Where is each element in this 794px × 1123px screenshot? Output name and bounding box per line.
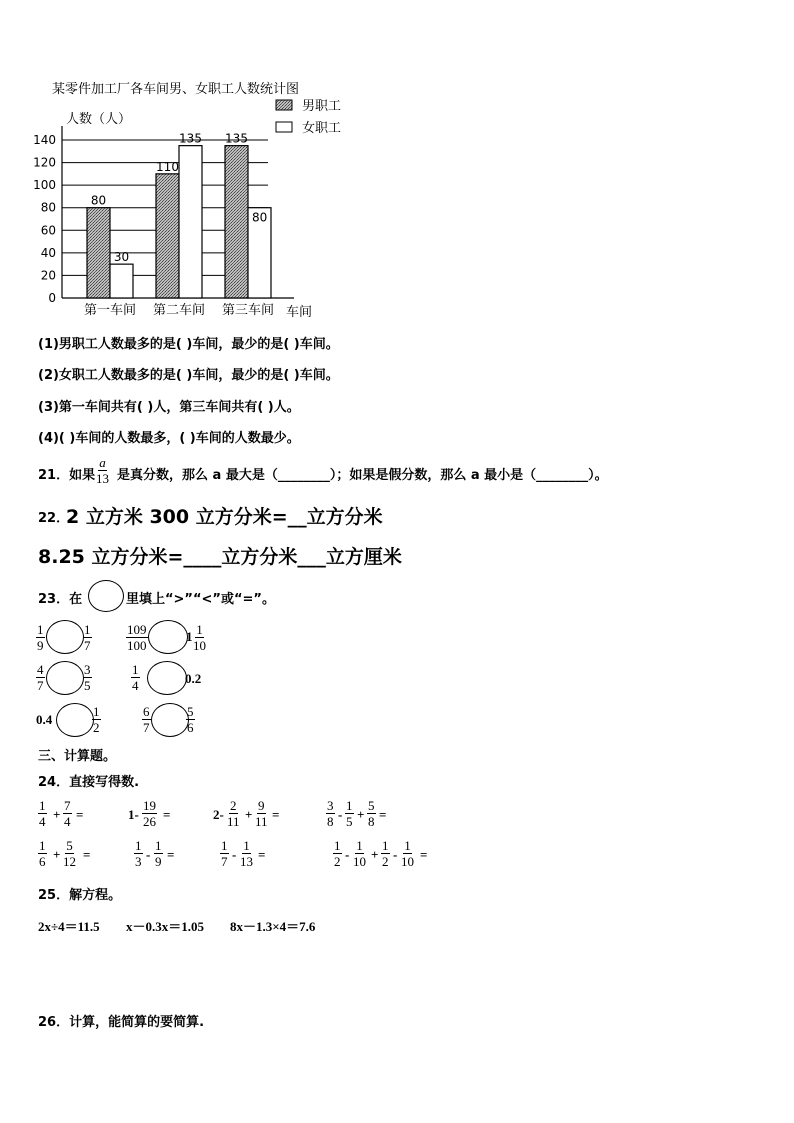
q24-i4: $\frac{1}{10}$ — [401, 838, 414, 869]
q24-eq: = — [167, 847, 175, 862]
data-label: 110 — [156, 159, 179, 174]
q24-d2: $\frac{1}{5}$ — [346, 798, 353, 829]
q25-equation-3: 8x－1.3×4＝7.6 — [230, 919, 316, 934]
q20-part1: (1)男职工人数最多的是( )车间，最少的是( )车间。 — [38, 337, 339, 352]
q23-item2-left: $\frac{109}{100}$ — [127, 622, 147, 653]
y-tick-label: 20 — [40, 268, 56, 283]
q24-eq: = — [163, 807, 171, 822]
q24-b1: $\frac{19}{26}$ — [143, 798, 156, 829]
q23-item1-circle[interactable] — [46, 620, 84, 654]
category-label: 第二车间 — [152, 303, 206, 318]
bar-女职工 — [110, 264, 133, 298]
bar-chart — [30, 78, 360, 328]
q24-h2: $\frac{1}{13}$ — [240, 838, 253, 869]
data-label: 135 — [225, 131, 248, 146]
bar-男职工 — [225, 146, 248, 298]
q24-g2: $\frac{1}{9}$ — [155, 838, 162, 869]
data-label: 80 — [252, 210, 268, 225]
y-tick-label: 100 — [33, 178, 56, 193]
q24-minus: - — [393, 847, 398, 862]
q24-title: 24．直接写得数. — [38, 775, 140, 790]
q22-number: 22． — [38, 511, 70, 526]
q23-item2-right-whole: 1 — [186, 629, 193, 644]
y-tick-label: 120 — [33, 155, 56, 170]
y-tick-label: 60 — [40, 223, 56, 238]
q24-i1: $\frac{1}{2}$ — [334, 838, 341, 869]
legend-swatch — [276, 100, 292, 110]
q24-a1: $\frac{1}{4}$ — [39, 798, 46, 829]
bar-男职工 — [87, 208, 110, 298]
q23-item6-circle[interactable] — [151, 703, 189, 737]
section-3-heading: 三、计算题。 — [38, 749, 117, 764]
q26-title: 26．计算，能简算的要简算. — [38, 1015, 205, 1030]
legend-label: 男职工 — [302, 99, 342, 114]
q24-e1: $\frac{1}{6}$ — [39, 838, 46, 869]
data-label: 30 — [113, 250, 130, 265]
y-tick-label: 0 — [48, 291, 56, 305]
q23-item5-left: 0.4 — [36, 712, 53, 727]
q24-h1: $\frac{1}{7}$ — [221, 838, 228, 869]
data-label: 135 — [179, 131, 202, 146]
q23-item4-circle[interactable] — [147, 661, 187, 695]
q23-item5-circle[interactable] — [56, 703, 94, 737]
q20-part3: (3)第一车间共有( )人，第三车间共有( )人。 — [38, 400, 300, 415]
q23-item6-left: $\frac{6}{7}$ — [143, 704, 150, 735]
q25-equation-1: 2x÷4＝11.5 — [38, 919, 100, 934]
category-label: 第三车间 — [221, 303, 275, 318]
q24-minus: - — [345, 847, 350, 862]
q21-fraction: $\frac{a}{13}$ — [96, 455, 109, 486]
q24-eq: = — [379, 807, 387, 822]
q25-equation-2: x－0.3x＝1.05 — [126, 919, 205, 934]
q24-g1: $\frac{1}{3}$ — [135, 838, 142, 869]
q22-line2: 8.25 立方分米=____立方分米___立方厘米 — [38, 546, 402, 568]
q25-title: 25．解方程。 — [38, 888, 122, 903]
q23-item4-left: $\frac{1}{4}$ — [132, 662, 139, 693]
q23-number: 23．在 — [38, 592, 83, 607]
q24-b-one-minus: 1- — [128, 807, 139, 822]
q24-eq: = — [258, 847, 266, 862]
q20-part2: (2)女职工人数最多的是( )车间，最少的是( )车间。 — [38, 368, 339, 383]
q23-text: 里填上“>”“<”或“=”。 — [126, 592, 275, 607]
q23-item4-right: 0.2 — [185, 671, 202, 686]
q24-d1: $\frac{3}{8}$ — [327, 798, 334, 829]
data-label: 80 — [90, 193, 107, 208]
legend-label: 女职工 — [302, 121, 342, 136]
y-tick-label: 80 — [40, 200, 56, 215]
q24-minus: - — [338, 807, 343, 822]
q24-minus: - — [146, 847, 151, 862]
q23-item6-right: $\frac{5}{6}$ — [187, 704, 194, 735]
q23-item3-circle[interactable] — [46, 661, 84, 695]
q24-eq: = — [83, 847, 91, 862]
q23-item1-right: $\frac{1}{7}$ — [84, 622, 91, 653]
q24-plus: + — [53, 807, 61, 822]
q24-plus: + — [245, 807, 253, 822]
q21-text: 是真分数，那么 a 最大是（________）；如果是假分数，那么 a 最小是（________）。 — [117, 468, 608, 483]
q20-part4: (4)( )车间的人数最多，( )车间的人数最少。 — [38, 431, 300, 446]
q24-eq: = — [76, 807, 84, 822]
q24-minus: - — [232, 847, 237, 862]
q24-c1: $\frac{2}{11}$ — [227, 798, 240, 829]
q24-c-two-minus: 2- — [213, 807, 224, 822]
q24-d3: $\frac{5}{8}$ — [368, 798, 375, 829]
q24-i3: $\frac{1}{2}$ — [382, 838, 389, 869]
q23-item3-left: $\frac{4}{7}$ — [37, 662, 44, 693]
q23-item2-right: $\frac{1}{10}$ — [193, 622, 206, 653]
q21-number: 21．如果 — [38, 468, 96, 483]
bar-男职工 — [156, 174, 179, 298]
q24-eq: = — [272, 807, 280, 822]
q24-plus: + — [357, 807, 365, 822]
q24-eq: = — [420, 847, 428, 862]
chart-x-axis-label: 车间 — [286, 305, 313, 320]
q23-item2-circle[interactable] — [148, 620, 188, 654]
chart-title: 某零件加工厂各车间男、女职工人数统计图 — [52, 82, 300, 97]
q23-item3-right: $\frac{3}{5}$ — [84, 662, 91, 693]
q22-line1: 2 立方米 300 立方分米=__立方分米 — [66, 506, 383, 528]
q24-i2: $\frac{1}{10}$ — [353, 838, 366, 869]
legend-swatch — [276, 122, 292, 132]
q24-e2: $\frac{5}{12}$ — [63, 838, 76, 869]
q24-a2: $\frac{7}{4}$ — [64, 798, 71, 829]
q23-sample-circle — [88, 580, 124, 612]
q24-plus: + — [53, 847, 61, 862]
q24-c2: $\frac{9}{11}$ — [255, 798, 268, 829]
category-label: 第一车间 — [83, 303, 137, 318]
bar-女职工 — [179, 146, 202, 298]
y-tick-label: 40 — [40, 245, 56, 260]
q24-plus: + — [371, 847, 379, 862]
q23-item1-left: $\frac{1}{9}$ — [37, 622, 44, 653]
y-tick-label: 140 — [33, 133, 56, 147]
q23-item5-right: $\frac{1}{2}$ — [93, 704, 100, 735]
chart-y-axis-label: 人数（人） — [66, 112, 132, 127]
